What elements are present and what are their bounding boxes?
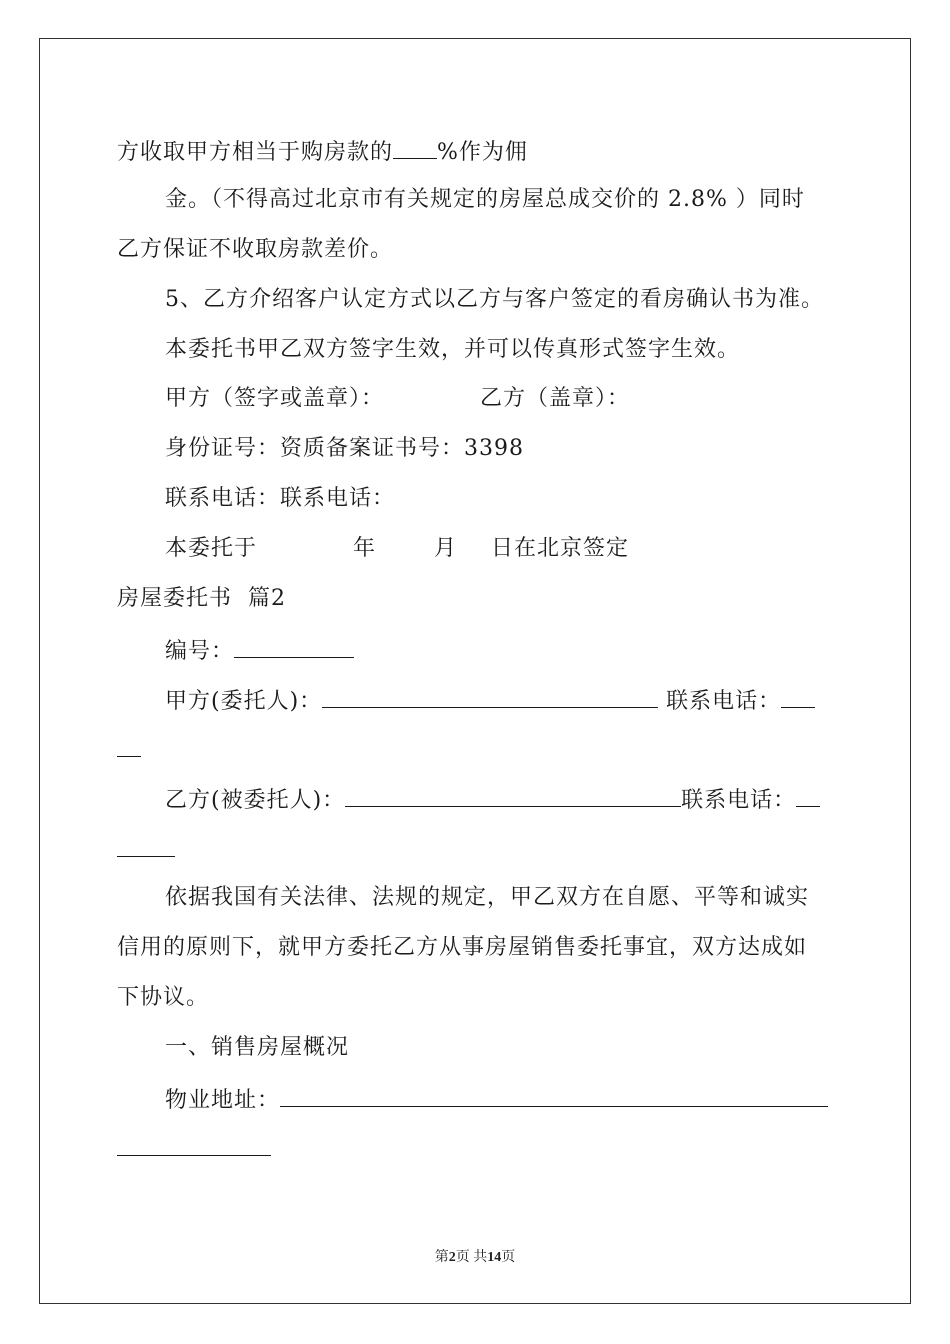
signature-line: 甲方（签字或盖章）： 乙方（盖章）： bbox=[165, 386, 631, 411]
phone-blank-cont bbox=[117, 834, 175, 857]
text-line: 方收取甲方相当于购房款的 %作为佣 bbox=[117, 136, 528, 167]
phone-blank bbox=[796, 784, 820, 807]
address-blank-cont bbox=[117, 1133, 271, 1156]
text-line: 联系电话：联系电话： bbox=[165, 486, 396, 511]
text-line: 信用的原则下，就甲方委托乙方从事房屋销售委托事宜，双方达成如 bbox=[117, 935, 808, 960]
number-field: 编号： bbox=[165, 635, 354, 666]
continued-blank-line bbox=[117, 1133, 271, 1164]
text-line: 乙方保证不收取房款差价。 bbox=[117, 237, 394, 262]
text-line: 依据我国有关法律、法规的规定，甲乙双方在自愿、平等和诚实 bbox=[165, 885, 810, 910]
party-b-blank bbox=[345, 784, 681, 807]
party-b-line: 乙方(被委托人)： 联系电话： bbox=[165, 784, 820, 815]
phone-blank bbox=[781, 685, 815, 708]
continued-blank-line bbox=[117, 834, 175, 865]
text-line: 金。（不得高过北京市有关规定的房屋总成交价的 2.8% ）同时 bbox=[165, 187, 805, 212]
address-blank bbox=[280, 1084, 828, 1107]
total-pages: 14 bbox=[487, 1250, 502, 1265]
number-blank bbox=[234, 635, 354, 658]
section-heading: 房屋委托书 篇2 bbox=[117, 586, 286, 611]
text-line: 本委托书甲乙双方签字生效，并可以传真形式签字生效。 bbox=[165, 337, 741, 362]
address-line: 物业地址： bbox=[165, 1084, 828, 1115]
page-number: 2 bbox=[448, 1250, 456, 1265]
text-line: 5、乙方介绍客户认定方式以乙方与客户签定的看房确认书为准。 bbox=[165, 287, 824, 312]
party-a-line: 甲方(委托人)： 联系电话： bbox=[165, 685, 815, 716]
party-a-blank bbox=[322, 685, 658, 708]
continued-blank-line bbox=[117, 734, 141, 765]
phone-blank-cont bbox=[117, 734, 141, 757]
text-line: 身份证号：资质备案证书号：3398 bbox=[165, 436, 524, 461]
date-line: 本委托于 年 月 日在北京签定 bbox=[165, 536, 630, 561]
page-footer: 第2页 共14页 bbox=[434, 1250, 516, 1265]
text-line: 下协议。 bbox=[117, 985, 210, 1010]
fill-blank bbox=[393, 136, 437, 159]
section-heading: 一、销售房屋概况 bbox=[165, 1035, 350, 1060]
